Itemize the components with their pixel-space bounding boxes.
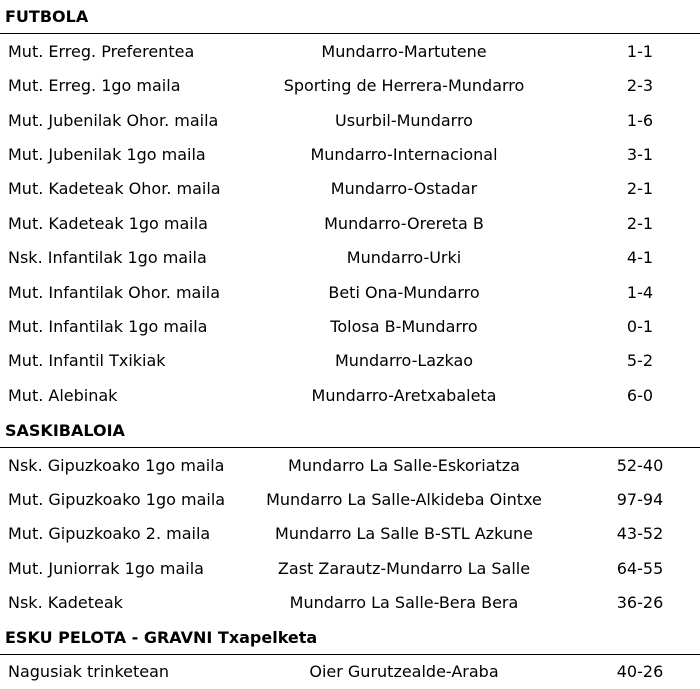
score: 4-1 xyxy=(626,248,654,267)
score: 97-94 xyxy=(616,490,664,509)
match: Mundarro-Orereta B xyxy=(324,214,484,233)
score: 6-0 xyxy=(626,386,654,405)
category: Mut. Kadeteak 1go maila xyxy=(8,214,208,233)
result-row xyxy=(0,138,700,172)
score: 2-3 xyxy=(626,76,654,95)
match: Tolosa B-Mundarro xyxy=(330,317,478,336)
result-row xyxy=(0,69,700,103)
section-header-esku-pelota xyxy=(0,621,700,655)
result-row xyxy=(0,552,700,586)
score: 64-55 xyxy=(616,559,664,578)
category: Nsk. Kadeteak xyxy=(8,593,123,612)
score: 3-1 xyxy=(626,145,654,164)
score: 1-6 xyxy=(626,111,654,130)
score: 40-26 xyxy=(616,662,664,681)
score: 2-1 xyxy=(626,214,654,233)
result-row xyxy=(0,207,700,241)
match: Mundarro-Martutene xyxy=(321,42,487,61)
category: Mut. Erreg. 1go maila xyxy=(8,76,181,95)
category: Nsk. Infantilak 1go maila xyxy=(8,248,207,267)
section-title: SASKIBALOIA xyxy=(5,421,125,440)
result-row xyxy=(0,517,700,551)
score: 36-26 xyxy=(616,593,664,612)
match: Usurbil-Mundarro xyxy=(335,111,473,130)
score: 1-1 xyxy=(626,42,654,61)
category: Mut. Infantilak Ohor. maila xyxy=(8,283,221,302)
match: Beti Ona-Mundarro xyxy=(328,283,480,302)
score: 43-52 xyxy=(616,524,664,543)
match: Mundarro-Aretxabaleta xyxy=(311,386,497,405)
result-row xyxy=(0,483,700,517)
match: Mundarro-Internacional xyxy=(310,145,498,164)
section-title: FUTBOLA xyxy=(5,7,89,26)
match: Mundarro La Salle-Bera Bera xyxy=(289,593,519,612)
result-row xyxy=(0,586,700,620)
category: Mut. Juniorrak 1go maila xyxy=(8,559,204,578)
result-row xyxy=(0,104,700,138)
match: Mundarro La Salle-Eskoriatza xyxy=(288,456,520,475)
result-row xyxy=(0,241,700,275)
category: Mut. Infantil Txikiak xyxy=(8,351,166,370)
match: Mundarro-Urki xyxy=(346,248,462,267)
result-row xyxy=(0,35,700,69)
category: Mut. Alebinak xyxy=(8,386,118,405)
category: Mut. Jubenilak 1go maila xyxy=(8,145,206,164)
result-row xyxy=(0,310,700,344)
match: Mundarro La Salle B-STL Azkune xyxy=(275,524,533,543)
category: Mut. Jubenilak Ohor. maila xyxy=(8,111,219,130)
result-row xyxy=(0,655,700,689)
score: 1-4 xyxy=(626,283,654,302)
score: 52-40 xyxy=(616,456,664,475)
match: Sporting de Herrera-Mundarro xyxy=(283,76,525,95)
category: Mut. Infantilak 1go maila xyxy=(8,317,208,336)
section-header-saskibaloia xyxy=(0,414,700,448)
result-row xyxy=(0,344,700,378)
result-row xyxy=(0,379,700,413)
match: Oier Gurutzealde-Araba xyxy=(309,662,499,681)
category: Mut. Erreg. Preferentea xyxy=(8,42,195,61)
match: Mundarro La Salle-Alkideba Ointxe xyxy=(266,490,542,509)
category: Mut. Kadeteak Ohor. maila xyxy=(8,179,221,198)
section-title: ESKU PELOTA - GRAVNI Txapelketa xyxy=(5,628,318,647)
match: Zast Zarautz-Mundarro La Salle xyxy=(277,559,531,578)
result-row xyxy=(0,276,700,310)
result-row xyxy=(0,449,700,483)
score: 2-1 xyxy=(626,179,654,198)
section-header-futbola xyxy=(0,0,700,34)
score: 0-1 xyxy=(626,317,654,336)
result-row xyxy=(0,172,700,206)
category: Nagusiak trinketean xyxy=(8,662,170,681)
category: Mut. Gipuzkoako 1go maila xyxy=(8,490,226,509)
category: Mut. Gipuzkoako 2. maila xyxy=(8,524,211,543)
match: Mundarro-Lazkao xyxy=(334,351,474,370)
category: Nsk. Gipuzkoako 1go maila xyxy=(8,456,225,475)
match: Mundarro-Ostadar xyxy=(330,179,478,198)
score: 5-2 xyxy=(626,351,654,370)
